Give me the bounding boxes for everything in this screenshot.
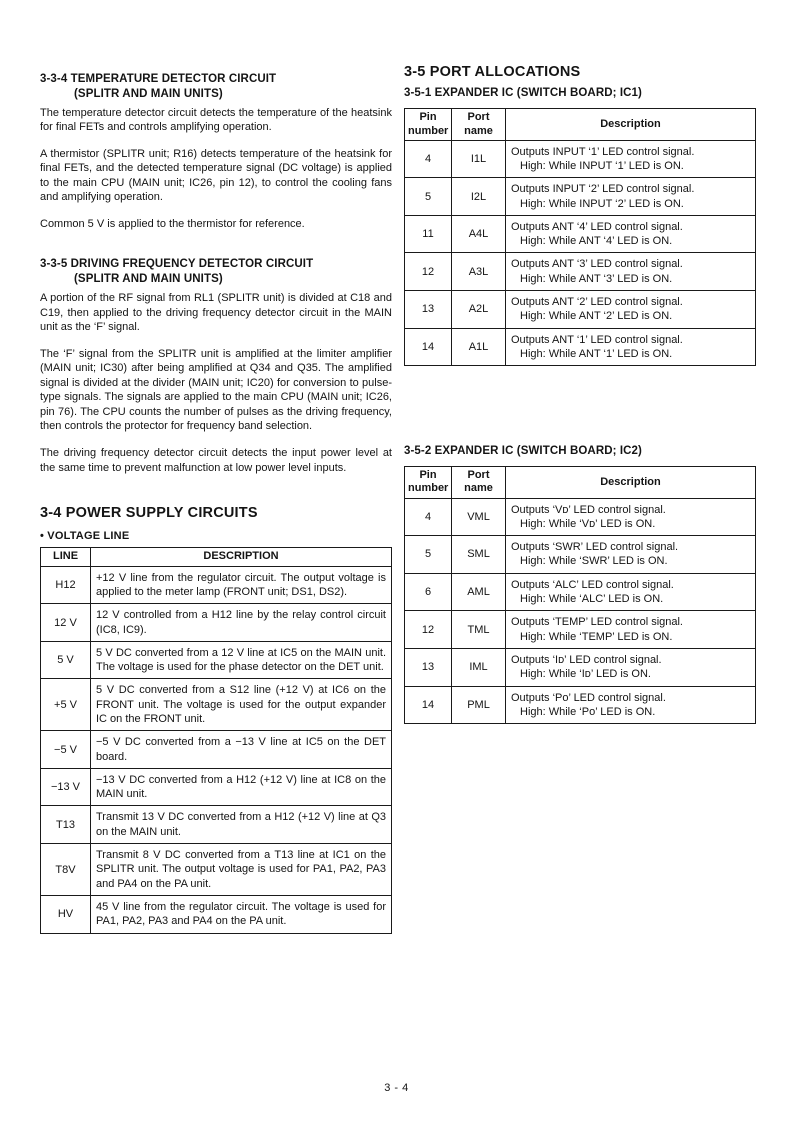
table-row — [405, 686, 756, 724]
port-name: A3L — [452, 253, 506, 291]
line-name: −5 V — [41, 731, 91, 769]
table-row — [41, 641, 392, 679]
pin-number: 12 — [405, 611, 452, 649]
table-row — [405, 215, 756, 253]
table-row — [41, 844, 392, 896]
paragraph: The driving frequency detector circuit detects the input power level at the same time to prevent malfunction at low power level inputs. — [40, 447, 392, 474]
port-description — [506, 648, 756, 686]
voltage-table — [40, 547, 392, 933]
table-row — [41, 806, 392, 844]
pin-number: 4 — [405, 140, 452, 178]
description-line-2: High: While ‘Vᴅ’ LED is ON. — [520, 517, 656, 530]
page-number: 3 - 4 — [384, 1082, 409, 1094]
expander-ic1-table — [404, 108, 756, 366]
paragraph: The temperature detector circuit detects the temperature of the heatsink for final FETs and controls amplifying operation. — [40, 106, 392, 134]
description-line-1: Outputs ANT ‘4’ LED control signal. — [511, 220, 683, 233]
line-description: 5 V DC converted from a 12 V line at IC5 on the MAIN unit. The voltage is used for the phase detector on the DET unit. — [91, 641, 392, 679]
port-description — [506, 328, 756, 366]
pin-number: 14 — [405, 686, 452, 724]
port-name: A4L — [452, 215, 506, 253]
heading-line-2: (SPLITR AND MAIN UNITS) — [74, 273, 223, 286]
description-line-2: High: While ‘ALC’ LED is ON. — [520, 593, 664, 606]
description-line-1: Outputs ‘Iᴅ’ LED control signal. — [511, 653, 662, 666]
left-column — [40, 72, 392, 934]
heading-line-1: 3-3-4 TEMPERATURE DETECTOR CIRCUIT — [40, 73, 277, 85]
line-description: 45 V line from the regulator circuit. The voltage is used for PA1, PA2, PA3 and PA4 on the PA unit. — [91, 895, 392, 933]
pin-number: 13 — [405, 291, 452, 329]
description-line-1: Outputs ‘Pᴏ’ LED control signal. — [511, 691, 666, 704]
description-line-2: High: While INPUT ‘2’ LED is ON. — [520, 197, 684, 210]
port-description — [506, 536, 756, 574]
table-row — [405, 611, 756, 649]
table-row — [405, 573, 756, 611]
table-row — [41, 731, 392, 769]
column-header-description: DESCRIPTION — [91, 548, 392, 566]
port-description — [506, 178, 756, 216]
heading-line-2: (SPLITR AND MAIN UNITS) — [74, 87, 223, 100]
table-row — [405, 498, 756, 536]
table-row — [405, 291, 756, 329]
pin-number: 4 — [405, 498, 452, 536]
line-description: Transmit 13 V DC converted from a H12 (+12 V) line at Q3 on the MAIN unit. — [91, 806, 392, 844]
port-description — [506, 611, 756, 649]
column-header-port-name: Port name — [452, 109, 506, 140]
table-row — [405, 253, 756, 291]
table-row — [41, 768, 392, 806]
table-row — [41, 895, 392, 933]
table-row — [405, 536, 756, 574]
port-description — [506, 498, 756, 536]
paragraph: A portion of the RF signal from RL1 (SPLITR unit) is divided at C18 and C19, then applied to the driving frequency detector circuit in the MAIN unit as the ‘F’ signal. — [40, 292, 392, 334]
column-header-description: Description — [506, 109, 756, 140]
section-heading-3-5-1: 3-5-1 EXPANDER IC (SWITCH BOARD; IC1) — [404, 87, 642, 100]
description-line-2: High: While ‘SWR’ LED is ON. — [520, 555, 668, 568]
paragraph: The ‘F’ signal from the SPLITR unit is amplified at the limiter amplifier (MAIN unit; IC30) after being amplified at Q34 and Q35. The amplified signal is divided at the divider (MAIN unit; IC20) for conversion to pulse-type signals. The signals are applied to the main CPU (MAIN unit; IC26, pin 76). The CPU counts the number of pulses as the driving frequency, then controls the protector for frequency band selection. — [40, 347, 392, 433]
port-name: AML — [452, 573, 506, 611]
table-row — [41, 604, 392, 642]
table-header-row — [41, 548, 392, 566]
port-name: PML — [452, 686, 506, 724]
description-line-1: Outputs ‘Vᴅ’ LED control signal. — [511, 503, 666, 516]
description-line-2: High: While ANT ‘1’ LED is ON. — [520, 347, 673, 360]
port-name: TML — [452, 611, 506, 649]
line-description: −13 V DC converted from a H12 (+12 V) line at IC8 on the MAIN unit. — [91, 768, 392, 806]
port-name: VML — [452, 498, 506, 536]
description-line-1: Outputs ‘ALC’ LED control signal. — [511, 578, 674, 591]
port-description — [506, 253, 756, 291]
description-line-2: High: While ANT ‘2’ LED is ON. — [520, 310, 673, 323]
port-name: I1L — [452, 140, 506, 178]
description-line-2: High: While ANT ‘4’ LED is ON. — [520, 235, 673, 248]
section-heading-3-3-4 — [40, 72, 392, 102]
description-line-1: Outputs ANT ‘1’ LED control signal. — [511, 333, 683, 346]
port-name: SML — [452, 536, 506, 574]
section-heading-3-5-2: 3-5-2 EXPANDER IC (SWITCH BOARD; IC2) — [404, 445, 642, 458]
description-line-1: Outputs ANT ‘3’ LED control signal. — [511, 258, 683, 271]
column-header-pin-number: Pin number — [405, 109, 452, 140]
line-description: +12 V line from the regulator circuit. The output voltage is applied to the meter lamp (FRONT unit; DS1, DS2). — [91, 566, 392, 604]
table-row — [405, 648, 756, 686]
line-name: T13 — [41, 806, 91, 844]
description-line-1: Outputs ‘SWR’ LED control signal. — [511, 541, 679, 554]
description-line-1: Outputs ANT ‘2’ LED control signal. — [511, 296, 683, 309]
expander-ic2-table — [404, 466, 756, 724]
port-name: I2L — [452, 178, 506, 216]
pin-number: 13 — [405, 648, 452, 686]
table-header-row — [405, 467, 756, 498]
column-header-line: LINE — [41, 548, 91, 566]
paragraph: A thermistor (SPLITR unit; R16) detects temperature of the heatsink for final FETs, and the detected temperature signal (DC voltage) is applied to the main CPU (MAIN unit; IC26, pin 12), to control the cooling fans and amplifying operation. — [40, 147, 392, 204]
pin-number: 14 — [405, 328, 452, 366]
line-description: 5 V DC converted from a S12 line (+12 V) at IC6 on the FRONT unit. The voltage is used for the output expander IC on the FRONT unit. — [91, 679, 392, 731]
line-description: Transmit 8 V DC converted from a T13 line at IC1 on the SPLITR unit. The output voltage is used for PA1, PA2, PA3 and PA4 on the PA unit. — [91, 844, 392, 896]
description-line-2: High: While ‘TEMP’ LED is ON. — [520, 630, 673, 643]
pin-number: 12 — [405, 253, 452, 291]
column-header-pin-number: Pin number — [405, 467, 452, 498]
line-name: T8V — [41, 844, 91, 896]
line-name: H12 — [41, 566, 91, 604]
table-row — [405, 140, 756, 178]
line-name: 5 V — [41, 641, 91, 679]
description-line-1: Outputs INPUT ‘2’ LED control signal. — [511, 183, 695, 196]
port-description — [506, 140, 756, 178]
section-heading-3-3-5 — [40, 257, 392, 287]
line-name: −13 V — [41, 768, 91, 806]
port-description — [506, 686, 756, 724]
table-header-row — [405, 109, 756, 140]
pin-number: 5 — [405, 536, 452, 574]
description-line-1: Outputs ‘TEMP’ LED control signal. — [511, 616, 683, 629]
paragraph: Common 5 V is applied to the thermistor for reference. — [40, 217, 305, 230]
section-heading-3-5: 3-5 PORT ALLOCATIONS — [404, 64, 581, 80]
table-row — [405, 178, 756, 216]
column-header-port-name: Port name — [452, 467, 506, 498]
description-line-2: High: While ‘Pᴏ’ LED is ON. — [520, 705, 656, 718]
pin-number: 6 — [405, 573, 452, 611]
table-row — [41, 566, 392, 604]
description-line-2: High: While INPUT ‘1’ LED is ON. — [520, 160, 684, 172]
line-description: −5 V DC converted from a −13 V line at IC5 on the DET board. — [91, 731, 392, 769]
section-heading-3-4: 3-4 POWER SUPPLY CIRCUITS — [40, 505, 258, 522]
description-line-2: High: While ‘Iᴅ’ LED is ON. — [520, 668, 651, 681]
table-row — [41, 679, 392, 731]
description-line-1: Outputs INPUT ‘1’ LED control signal. — [511, 145, 695, 158]
line-name: +5 V — [41, 679, 91, 731]
port-description — [506, 291, 756, 329]
table-row — [405, 328, 756, 366]
line-description: 12 V controlled from a H12 line by the relay control circuit (IC8, IC9). — [91, 604, 392, 642]
port-name: A2L — [452, 291, 506, 329]
line-name: 12 V — [41, 604, 91, 642]
port-name: A1L — [452, 328, 506, 366]
port-description — [506, 215, 756, 253]
port-name: IML — [452, 648, 506, 686]
heading-line-1: 3-3-5 DRIVING FREQUENCY DETECTOR CIRCUIT — [40, 258, 314, 271]
port-description — [506, 573, 756, 611]
voltage-line-subtitle: • VOLTAGE LINE — [40, 530, 130, 543]
right-column — [404, 64, 756, 724]
pin-number: 11 — [405, 215, 452, 253]
line-name: HV — [41, 895, 91, 933]
pin-number: 5 — [405, 178, 452, 216]
column-header-description: Description — [506, 467, 756, 498]
description-line-2: High: While ANT ‘3’ LED is ON. — [520, 272, 673, 285]
